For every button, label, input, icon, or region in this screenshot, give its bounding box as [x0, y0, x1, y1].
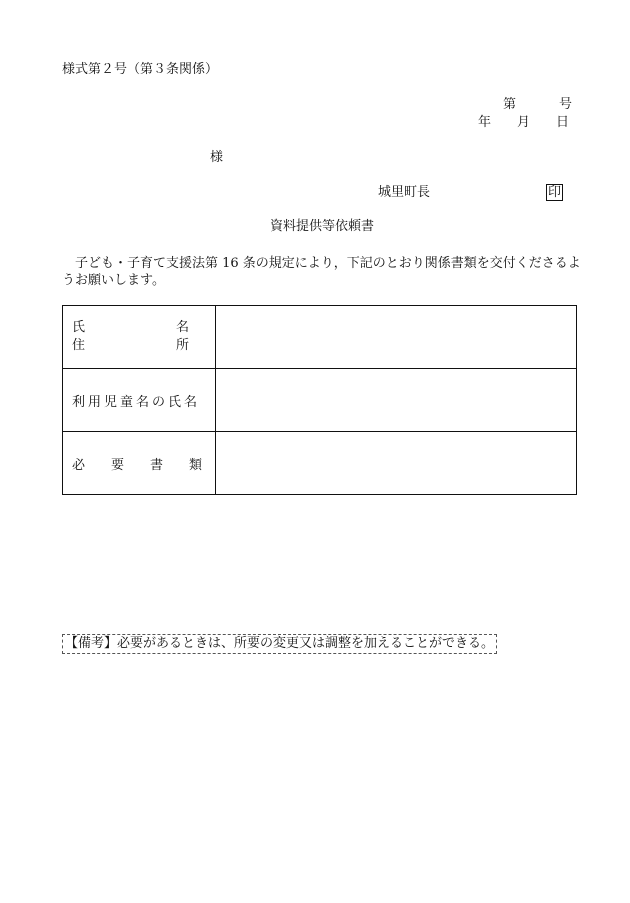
addressee: 様	[210, 150, 224, 165]
date-year: 年	[478, 115, 492, 130]
child-name-label: 利用児童名の氏名	[72, 394, 201, 410]
child-name-label-cell	[63, 369, 216, 432]
remark-note: 【備考】必要があるときは、所要の変更又は調整を加えることができる。	[62, 634, 497, 654]
request-table	[62, 305, 577, 495]
date-day: 日	[556, 115, 570, 130]
table-row	[63, 369, 577, 432]
name-label: 氏 名	[72, 320, 190, 335]
date-month: 月	[517, 115, 531, 130]
doc-no-prefix: 第	[503, 97, 517, 112]
required-documents-value-cell[interactable]	[216, 432, 577, 495]
table-row	[63, 432, 577, 495]
doc-no-suffix: 号	[559, 97, 573, 112]
required-documents-label-cell	[63, 432, 216, 495]
document-title: 資料提供等依頼書	[270, 219, 375, 234]
issuer-row	[378, 184, 563, 201]
required-documents-label: 必 要 書 類	[72, 457, 203, 473]
table-row	[63, 306, 577, 369]
form-number: 様式第２号（第３条関係）	[62, 62, 219, 77]
child-name-value-cell[interactable]	[216, 369, 577, 432]
date-row	[478, 115, 569, 131]
seal-mark: 印	[548, 185, 562, 200]
name-address-label-cell	[63, 306, 216, 369]
address-label: 住 所	[72, 338, 190, 353]
request-body-text: 子ども・子育て支援法第 16 条の規定により，下記のとおり関係書類を交付くださるようお願いします。	[62, 256, 581, 288]
issuer-name: 城里町長	[378, 185, 431, 200]
document-number-row	[503, 97, 572, 113]
name-address-value-cell[interactable]	[216, 306, 577, 369]
